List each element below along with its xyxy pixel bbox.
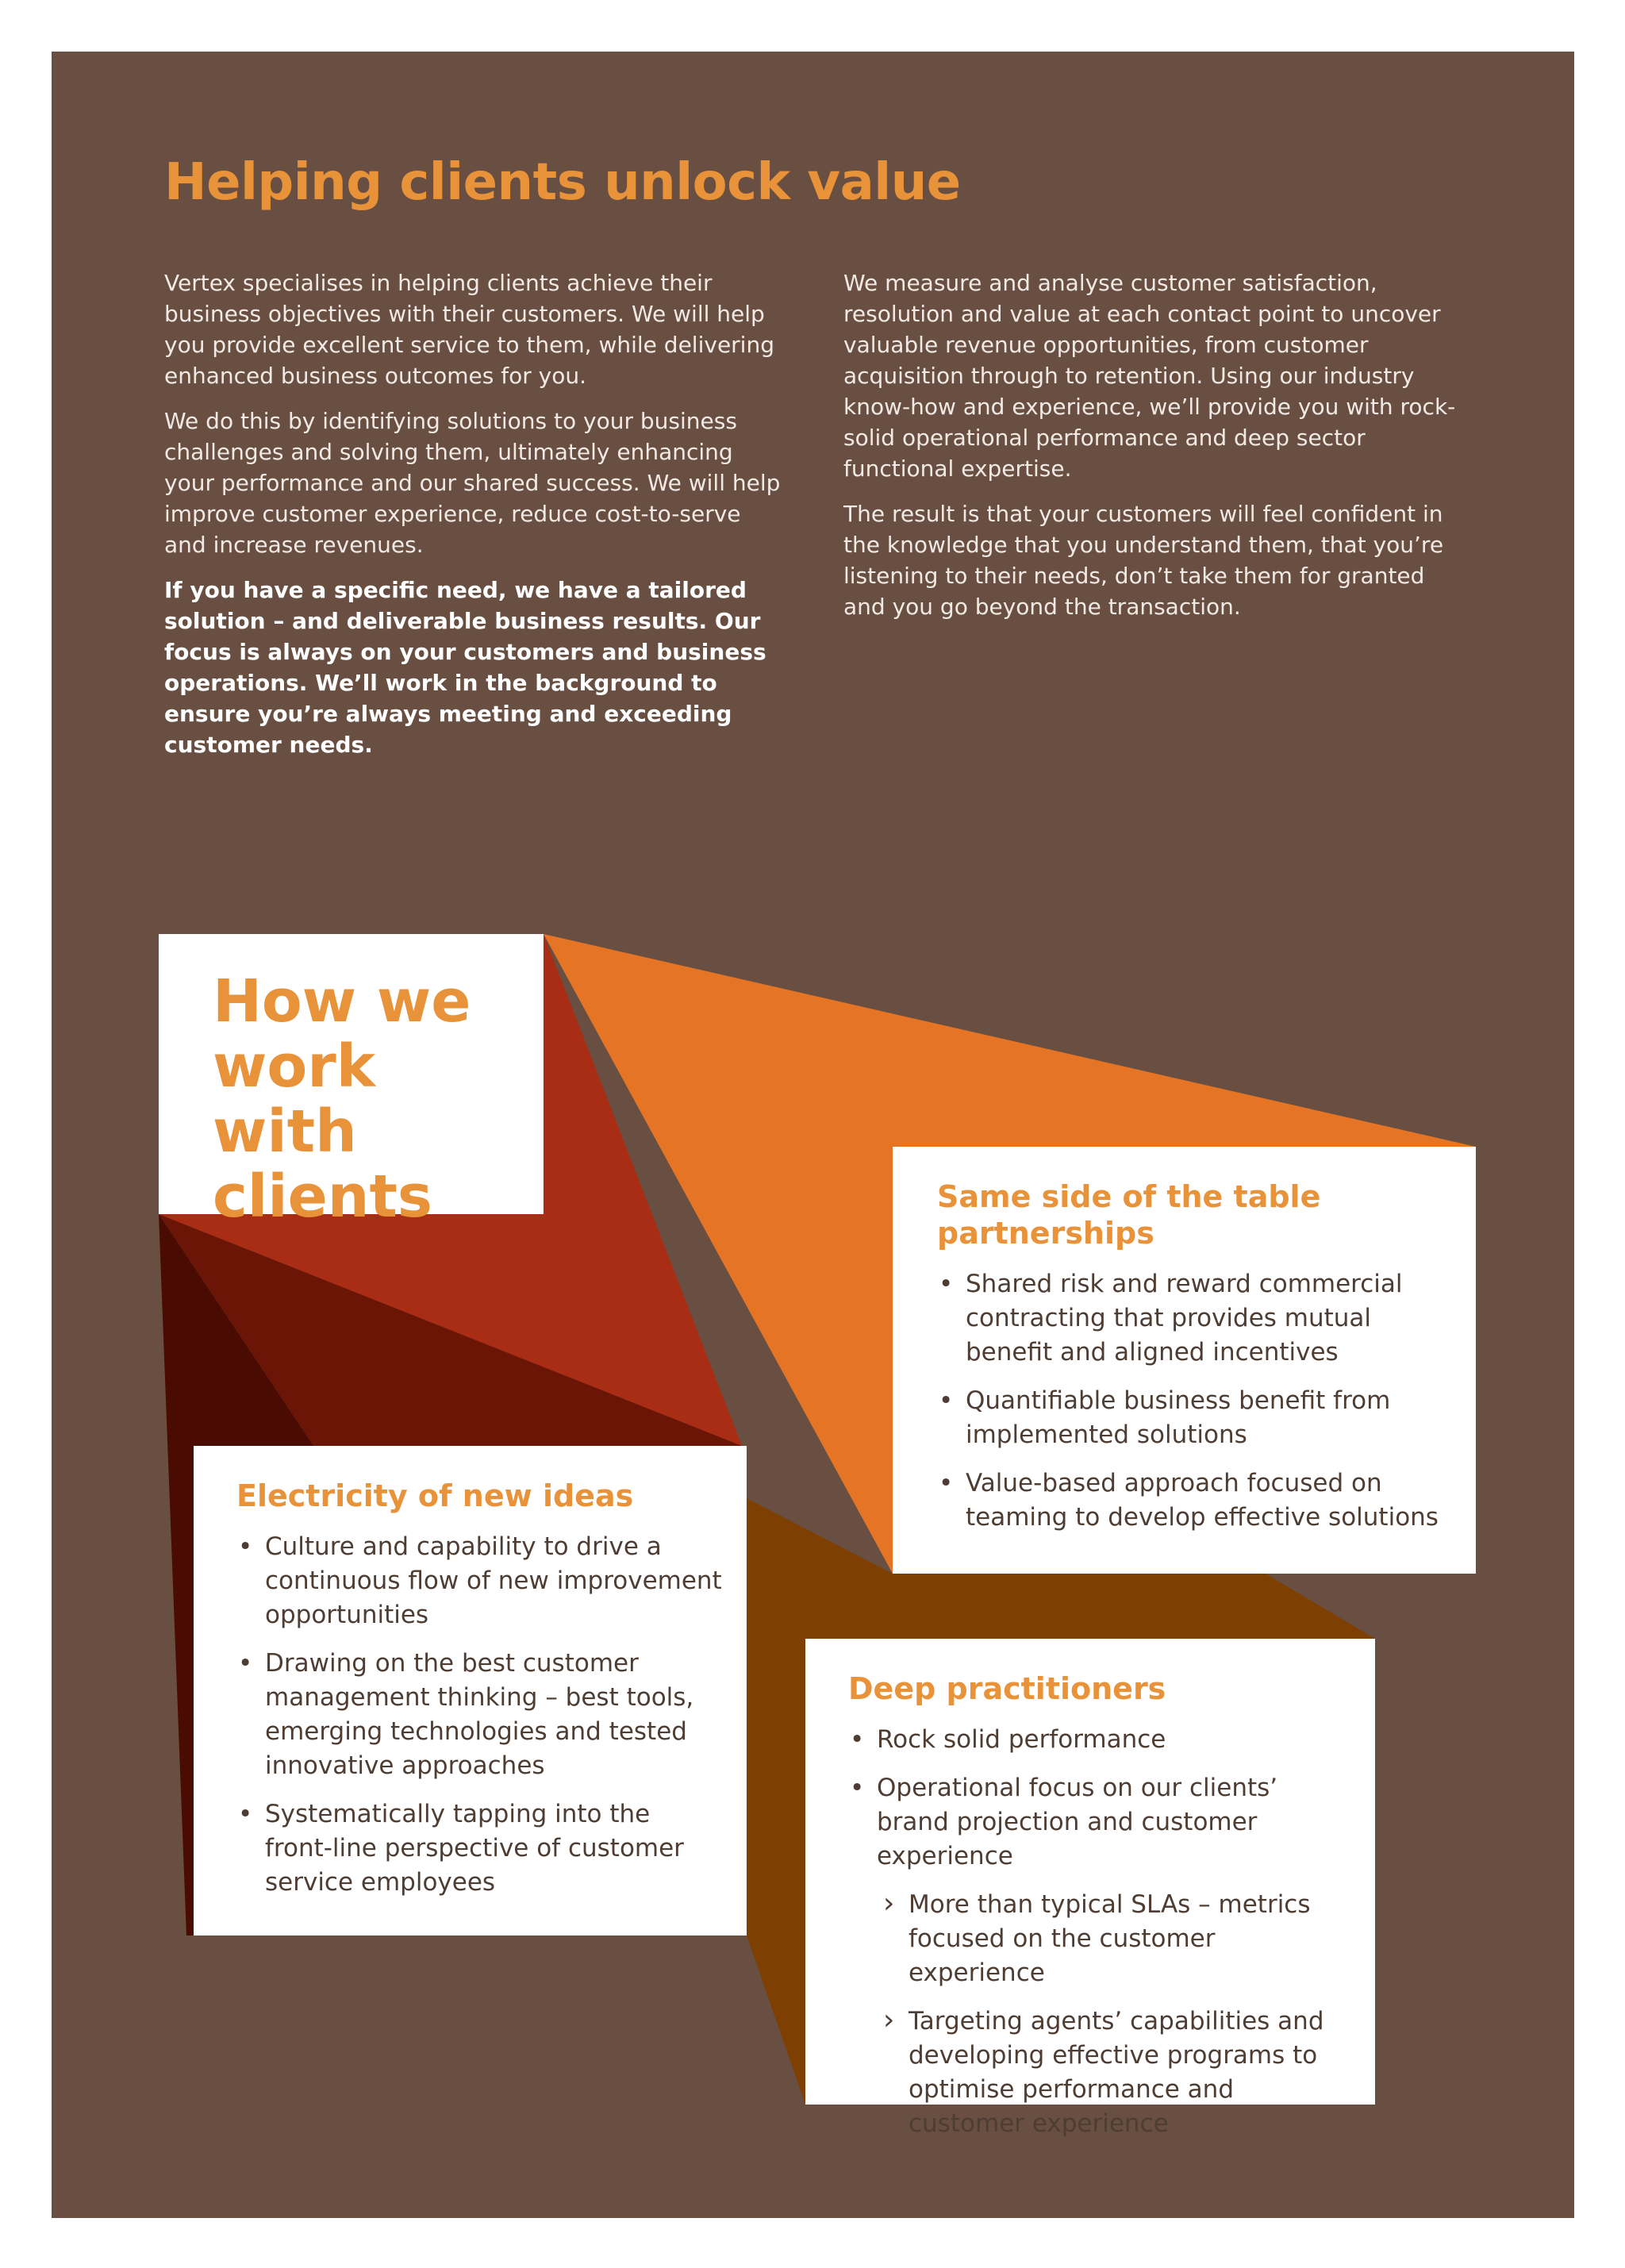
- brochure-panel: [52, 52, 1574, 2218]
- list-item: • Value-based approach focused on teaming to develop effective solutions: [937, 1467, 1444, 1535]
- list-item: • Systematically tapping into the front-line perspective of customer service employees: [236, 1797, 723, 1900]
- deep-practitioners-title: Deep practitioners: [848, 1671, 1166, 1706]
- intro-left-column: [164, 267, 787, 775]
- deep-practitioners-list: [848, 1723, 1351, 2141]
- same-side-list: [937, 1267, 1444, 1535]
- intro-paragraph: Vertex specialises in helping clients achieve their business objectives with their customers. We will help you provide excellent service to them, while delivering enhanced business outcomes for you.: [164, 270, 774, 389]
- electricity-card: [194, 1446, 747, 1935]
- electricity-title: Electricity of new ideas: [236, 1478, 634, 1513]
- same-side-card: [893, 1147, 1476, 1574]
- page-title: Helping clients unlock value: [164, 153, 961, 212]
- how-we-work-box: [159, 934, 544, 1231]
- list-item: • Drawing on the best customer management thinking – best tools, emerging technologies and tested innovative approaches: [236, 1647, 723, 1783]
- intro-highlight-paragraph: If you have a specific need, we have a tailored solution – and deliverable business results. Our focus is always on your customers and business operations. We’ll work in the background to ensure you’re always meeting and exceeding customer needs.: [164, 577, 766, 758]
- sub-list-item: › Targeting agents’ capabilities and developing effective programs to optimise performance and customer experience: [880, 2005, 1351, 2141]
- how-we-work-title: How we work with clients: [213, 967, 471, 1231]
- list-item: • Operational focus on our clients’ brand projection and customer experience: [848, 1771, 1351, 1874]
- list-item: • Culture and capability to drive a continuous flow of new improvement opportunities: [236, 1530, 723, 1632]
- intro-paragraph: We do this by identifying solutions to your business challenges and solving them, ultimately enhancing your performance and our shared success. We will help improve customer experience, reduce cost-to-serve and increase revenues.: [164, 408, 781, 558]
- deep-practitioners-card: [805, 1639, 1375, 2138]
- list-item: • Rock solid performance: [848, 1723, 1351, 1757]
- electricity-list: [236, 1530, 723, 1900]
- list-item: • Quantifiable business benefit from implemented solutions: [937, 1384, 1444, 1452]
- intro-paragraph: We measure and analyse customer satisfaction, resolution and value at each contact point to uncover valuable revenue opportunities, from customer acquisition through to retention. Using our industry know-how and experience, we’ll provide you with rock-solid operational performance and deep sector functional expertise.: [843, 270, 1456, 482]
- intro-right-column: [843, 267, 1466, 636]
- sub-list-item: › More than typical SLAs – metrics focused on the customer experience: [880, 1888, 1351, 1990]
- intro-paragraph: The result is that your customers will feel confident in the knowledge that you understand them, that you’re listening to their needs, don’t take them for granted and you go beyond the transaction.: [843, 501, 1444, 620]
- list-item: • Shared risk and reward commercial contracting that provides mutual benefit and aligned incentives: [937, 1267, 1444, 1370]
- same-side-title: Same side of the table partnerships: [937, 1179, 1321, 1251]
